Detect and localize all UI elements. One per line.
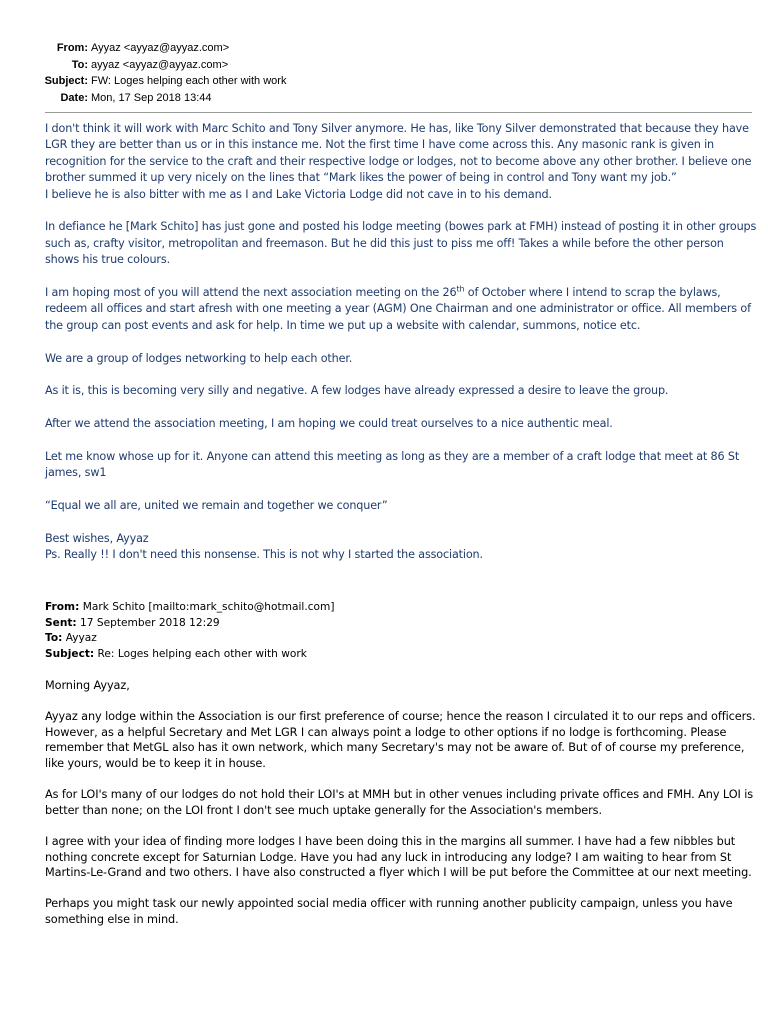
reply-text: of October where I intend to scrap the bylaws, redeem all offices and start afresh with one meeting a year (AGM) One Chairman and one administrator or office. All members of the group can post events and ask for help. In time we put up a website with calendar, summons, notice etc. xyxy=(45,286,751,332)
quoted-sent-row xyxy=(45,616,757,632)
quoted-sent-value: 17 September 2018 12:29 xyxy=(80,616,220,629)
quoted-email-header xyxy=(45,600,757,662)
to-label: To: xyxy=(71,58,88,71)
reply-postscript: Ps. Really !! I don't need this nonsense. This is not why I started the association. xyxy=(45,548,483,562)
date-value: Mon, 17 Sep 2018 13:44 xyxy=(91,91,212,104)
quoted-greeting: Morning Ayyaz, xyxy=(45,679,130,692)
reply-paragraph: I don't think it will work with Marc Schito and Tony Silver anymore. He has, like Tony Silver demonstrated that because they have LGR they are better than us or in this instance me. Not the first time I have come across this. Any masonic rank is given in recognition for the service to the craft and their respective lodge or lodges, not to become above any other brother. I believe one brother summed it up very nicely on the lines that “Mark likes the power of being in control and Tony want my job.” xyxy=(45,122,752,185)
quoted-to-value: Ayyaz xyxy=(65,632,97,645)
quoted-paragraph: Ayyaz any lodge within the Association is our first preference of course; hence the reason I circulated it to our reps and officers. However, as a helpful Secretary and Met LGR I can always point a lodge to other options if no lodge is forthcoming. Please remember that MetGL also has it own network, which many Secretary's may not be aware of. But of of course my preference, like yours, would be to keep it in house. xyxy=(45,710,756,770)
reply-paragraph: We are a group of lodges networking to help each other. xyxy=(45,351,353,365)
from-row xyxy=(0,40,768,57)
reply-quote: “Equal we all are, united we remain and together we conquer” xyxy=(45,499,388,513)
subject-row xyxy=(0,73,768,90)
superscript: th xyxy=(456,284,465,294)
reply-text: I am hoping most of you will attend the next association meeting on the 26 xyxy=(45,286,457,300)
reply-paragraph xyxy=(45,285,757,334)
quoted-from-row xyxy=(45,600,757,616)
reply-paragraph: As it is, this is becoming very silly and negative. A few lodges have already expressed a desire to leave the group. xyxy=(45,384,669,398)
quoted-subject-value: Re: Loges helping each other with work xyxy=(97,647,307,660)
subject-label: Subject: xyxy=(44,75,88,87)
date-row xyxy=(0,90,768,107)
quoted-subject-row xyxy=(45,647,757,663)
quoted-from-value: Mark Schito [mailto:mark_schito@hotmail.com] xyxy=(82,601,335,613)
header-divider xyxy=(45,112,752,113)
quoted-paragraph: As for LOI's many of our lodges do not hold their LOI's at MMH but in other venues including private offices and FMH. Any LOI is better than none; on the LOI front I don't see much uptake generally for the Association's members. xyxy=(45,788,754,817)
reply-body xyxy=(45,121,757,564)
reply-paragraph: In defiance he [Mark Schito] has just gone and posted his lodge meeting (bowes park at FMH) instead of posting it in other groups such as, crafty visitor, metropolitan and freemason. But he did this just to piss me off! Takes a while before the other person shows his true colours. xyxy=(45,220,757,267)
email-header xyxy=(0,40,768,106)
from-label: From: xyxy=(56,42,88,54)
reply-paragraph: I believe he is also bitter with me as I and Lake Victoria Lodge did not cave in to his demand. xyxy=(45,187,552,201)
quoted-to-row xyxy=(45,631,757,647)
to-value: ayyaz <ayyaz@ayyaz.com> xyxy=(91,58,229,71)
quoted-paragraph: I agree with your idea of finding more lodges I have been doing this in the margins all summer. I have had a few nibbles but nothing concrete except for Saturnian Lodge. Have you had any luck in introducing any lodge? I am waiting to hear from St Martins-Le-Grand and two others. I have also constructed a flyer which I will be put before the Committee at our next meeting. xyxy=(45,834,752,880)
quoted-from-label: From: xyxy=(45,601,80,613)
to-row xyxy=(0,57,768,74)
date-label: Date: xyxy=(60,91,88,104)
reply-signoff: Best wishes, Ayyaz xyxy=(45,532,149,546)
reply-paragraph: After we attend the association meeting, I am hoping we could treat ourselves to a nice authentic meal. xyxy=(45,417,613,431)
quoted-to-label: To: xyxy=(45,632,63,645)
quoted-subject-label: Subject: xyxy=(45,647,95,660)
reply-paragraph: Let me know whose up for it. Anyone can attend this meeting as long as they are a member of a craft lodge that meet at 86 St james, sw1 xyxy=(45,450,740,480)
quoted-email-body xyxy=(45,678,757,943)
from-value: Ayyaz <ayyaz@ayyaz.com> xyxy=(91,42,230,54)
quoted-paragraph: Perhaps you might task our newly appointed social media officer with running another publicity campaign, unless you have something else in mind. xyxy=(45,897,733,926)
subject-value: FW: Loges helping each other with work xyxy=(91,75,287,87)
quoted-sent-label: Sent: xyxy=(45,616,77,629)
